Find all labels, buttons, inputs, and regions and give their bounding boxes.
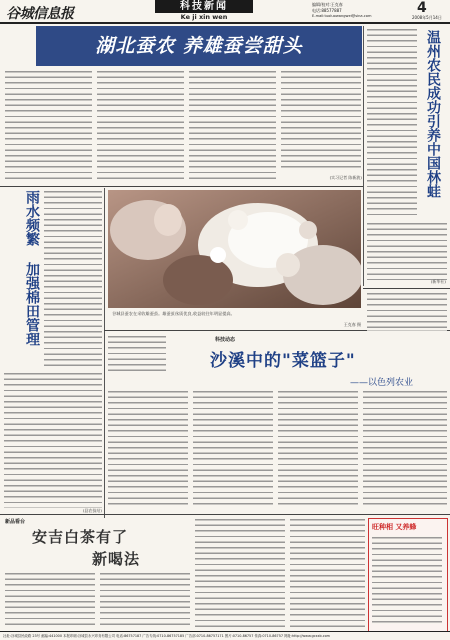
- top-article-col-2: [97, 70, 184, 183]
- middle-left-text: [108, 335, 166, 375]
- top-article-byline: (实习记者 陈新波): [329, 175, 362, 180]
- middle-article-subtitle: ——以色列农业: [350, 378, 414, 388]
- page-number: 4: [417, 0, 427, 16]
- masthead-rule: [0, 22, 450, 24]
- section-rule-1: [0, 186, 363, 187]
- bottom-col-2: [100, 572, 190, 628]
- silkworm-photo: [108, 190, 361, 308]
- editor-credit: 编辑/校对:王克春: [312, 2, 343, 7]
- bottom-right-text: [372, 536, 442, 624]
- banner-title: 湖北蚕农 养雄蚕尝甜头: [95, 35, 303, 57]
- footer-rule: [0, 631, 450, 632]
- photo-credit: 王克春 摄: [343, 322, 361, 327]
- section-pinyin: Ke ji xin wen: [180, 13, 228, 21]
- bottom-right-kicker: 旺种相 又养蜂: [372, 523, 417, 531]
- left-col-text-right: [44, 190, 102, 370]
- top-article-col-1: [5, 70, 92, 183]
- right-col-text-upper: [367, 28, 417, 218]
- footer-text: 社址:谷城县民政路 23号 邮编:441000 本报印刷:谷城县永兴印务有限公司 电话:86757187 广告专线:0710-86757185 广告部:0710-86757171 图片:0710-86757 传真:0710-86757 网址:http://www.gcxxb.com: [3, 634, 330, 638]
- left-column-divider: [104, 188, 105, 518]
- middle-col-3: [278, 390, 358, 508]
- right-column-title: 温州农民成功引养中国林蛙: [425, 30, 441, 198]
- email: E-mail:tuoluowangwei@sina.com: [312, 14, 372, 18]
- middle-col-4: [363, 390, 447, 508]
- bottom-col-3: [195, 518, 285, 628]
- middle-col-2: [193, 390, 273, 508]
- right-col-text-mid: [367, 292, 447, 332]
- new-products-label: 新品看台: [5, 519, 26, 525]
- newspaper-logo: 谷城信息报: [6, 6, 74, 22]
- right-column-divider: [363, 26, 364, 286]
- right-col-text-lower: [367, 222, 447, 280]
- left-column-byline: (县农技站): [82, 508, 102, 513]
- section-title: 科技新闻: [180, 1, 228, 12]
- left-column-title: 雨水频繁 加强棉田管理: [24, 190, 40, 346]
- bottom-col-1: [5, 572, 95, 628]
- section-rule-3: [0, 514, 450, 515]
- middle-col-1: [108, 390, 188, 508]
- middle-article-title: 沙溪中的"菜篮子": [210, 351, 356, 371]
- right-column-rule: [363, 288, 450, 289]
- right-column-byline: (新华社): [430, 279, 446, 284]
- bottom-col-4: [290, 518, 365, 628]
- bottom-left-title-2: 新喝法: [92, 550, 141, 568]
- photo-caption: 谷城县蚕农在采收雄蚕茧。雄蚕茧丝质优良,收益较往年明显提高。: [112, 311, 235, 316]
- issue-date: 2008年5月14日: [412, 15, 442, 20]
- masthead: [0, 0, 450, 22]
- left-col-text-bottom: [4, 372, 102, 508]
- tech-trends-tag: 科技动态: [215, 337, 236, 343]
- top-article-col-4: [281, 70, 361, 172]
- top-article-col-3: [189, 70, 276, 183]
- bottom-left-title-1: 安吉白茶有了: [32, 528, 129, 546]
- phone: 电话:88577887: [312, 8, 342, 13]
